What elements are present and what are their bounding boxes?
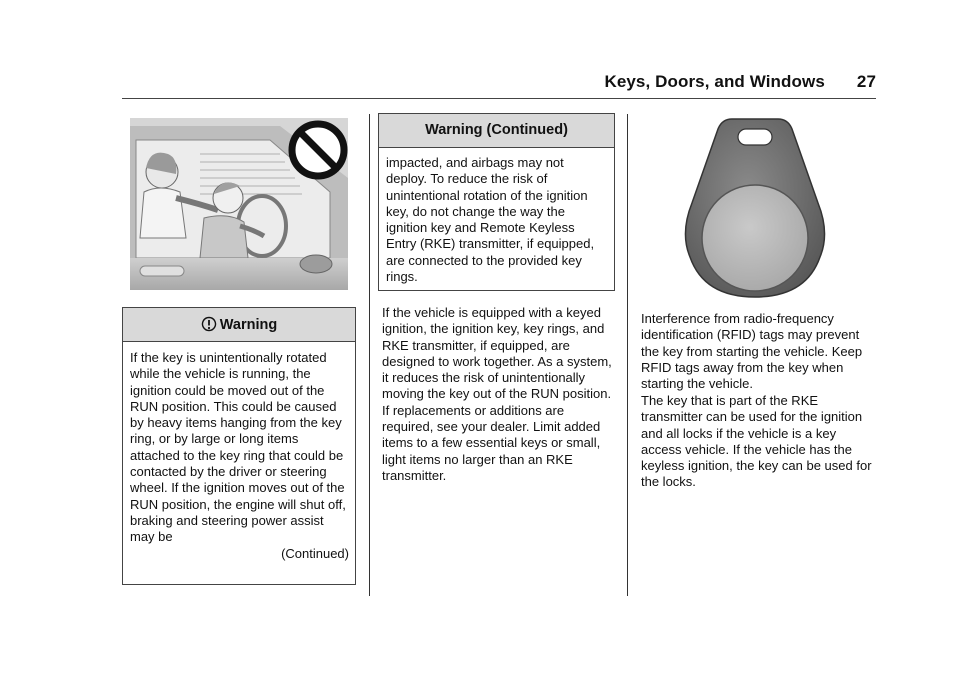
continued-label: (Continued) [281,545,349,561]
rke-key-paragraph: The key that is part of the RKE transmitter can be used for the ignition and all locks if the vehicle is a key access vehicle. If the vehicle has the keyless ignition, the key can be used for the locks. [641,393,872,490]
warning-box [122,307,356,585]
warning-heading-text: Warning [219,317,278,333]
page-number: 27 [856,72,876,91]
warning-heading [123,308,355,342]
section-title: Keys, Doors, and Windows [604,72,825,91]
warning-continued-body: impacted, and airbags may not deploy. To reduce the risk of unintentional rotation of the ignition key, do not change the way the ignition key and Remote Keyless Entry (RKE) transmitter, if equipped, are connected to the provided key rings. [386,155,595,285]
keyed-ignition-paragraph: If the vehicle is equipped with a keyed ignition, the ignition key, key rings, and RKE transmitter, if equipped, are designed to work together. As a system, it reduces the risk of unintentionally moving the key out of the RUN position. If replacements or additions are required, see your dealer. Limit added items to a few essential keys or small, light items no larger than an RKE transmitter. [382,305,612,483]
children-in-car-illustration [130,118,348,290]
warning-icon [201,316,217,332]
header-rule [122,98,876,99]
column-divider-1 [369,114,370,596]
column-divider-2 [627,114,628,596]
rfid-interference-paragraph: Interference from radio-frequency identification (RFID) tags may prevent the key from starting the vehicle. Keep RFID tags away from the key when starting the vehicle. [641,311,863,392]
warning-continued-heading: Warning (Continued) [379,114,614,148]
warning-body: If the key is unintentionally rotated while the vehicle is running, the ignition could be moved out of the RUN position. This could be caused by heavy items hanging from the key ring, or by large or long items attached to the key ring that could be contacted by the driver or steering wheel. If the ignition moves out of the RUN position, the engine will shut off, braking and steering power assist may be [130,350,346,545]
header-title [604,72,876,92]
rfid-key-fob-illustration [680,115,830,300]
warning-continued-box [378,113,615,291]
